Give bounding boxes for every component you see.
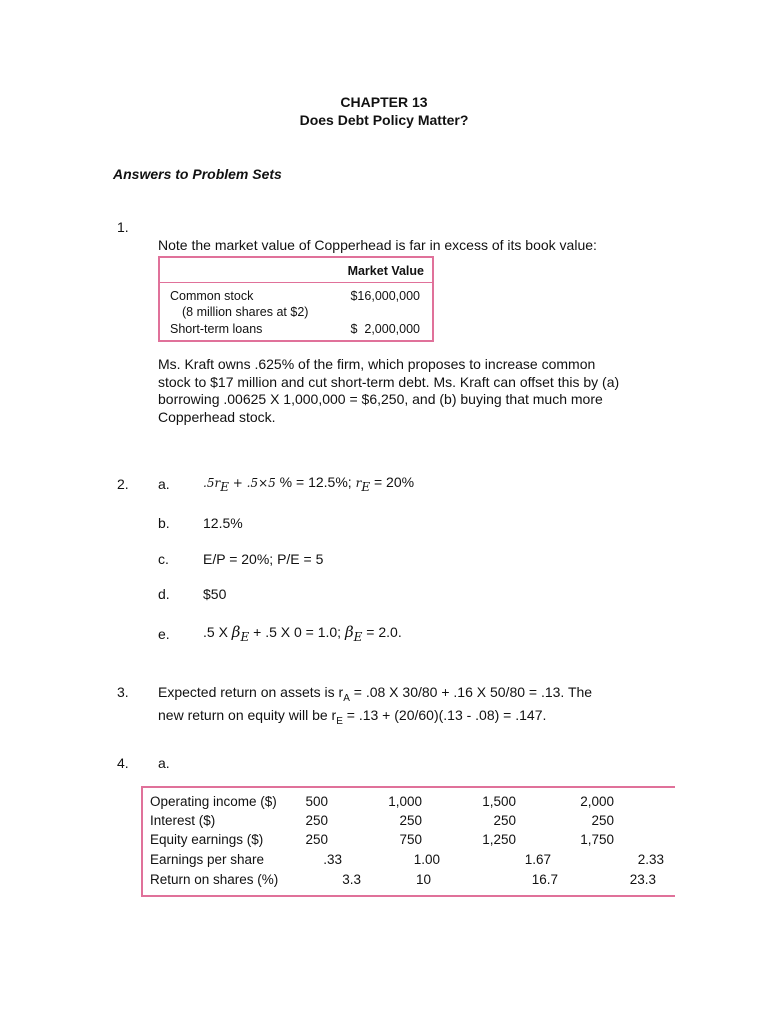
part-b-answer: 12.5% — [203, 515, 243, 531]
table-row-label: (8 million shares at $2) — [182, 305, 309, 319]
part-label: b. — [158, 515, 170, 531]
section-heading: Answers to Problem Sets — [113, 166, 282, 182]
part-c-answer: E/P = 20%; P/E = 5 — [203, 551, 324, 567]
part-a-answer: $.5r_E + .5\times 5$ % = 12.5%; $r_E = 20\%$ — [203, 474, 415, 494]
table-row-value: $16,000,000 — [350, 289, 420, 303]
paragraph-line: stock to $17 million and cut short-term debt. Ms. Kraft can offset this by (a) — [158, 373, 620, 390]
chapter-title: CHAPTER 13 — [340, 94, 428, 110]
chapter-subtitle: Does Debt Policy Matter? — [299, 112, 469, 128]
problem-1-number: 1. — [117, 219, 129, 235]
earnings-table — [141, 786, 675, 897]
part-label: d. — [158, 586, 170, 602]
table-row: Equity earnings ($) 250 750 1,250 1,750 — [150, 832, 614, 847]
table-row: Interest ($) 250 250 250 250 — [150, 813, 614, 828]
table-top-border — [141, 786, 675, 788]
table-row-label: Short-term loans — [170, 322, 263, 336]
part-label: e. — [158, 626, 170, 642]
problem-2-number: 2. — [117, 476, 129, 492]
table-row: Return on shares (%) 3.3 10 16.7 23.3 — [150, 872, 656, 887]
table-bottom-border — [141, 895, 675, 897]
part-label: a. — [158, 476, 170, 492]
part-d-answer: $50 — [203, 586, 227, 602]
table-divider — [160, 282, 432, 283]
table-row-label: Common stock — [170, 289, 254, 303]
paragraph-line: Ms. Kraft owns .625% of the firm, which proposes to increase common — [158, 356, 596, 372]
problem-4-number: 4. — [117, 755, 129, 771]
table-row: Earnings per share .33 1.00 1.67 2.33 — [150, 852, 664, 867]
paragraph-line: Copperhead stock. — [158, 408, 276, 425]
market-value-table — [158, 256, 434, 342]
table-row-value: $ 2,000,000 — [350, 322, 420, 336]
problem-1-intro: Note the market value of Copperhead is far in excess of its book value: — [158, 237, 597, 253]
part-label: c. — [158, 551, 169, 567]
table-row: Operating income ($) 500 1,000 1,500 2,000 — [150, 794, 614, 809]
paragraph-line: borrowing .00625 X 1,000,000 = $6,250, and (b) buying that much more — [158, 391, 603, 407]
part-e-answer: .5 X $\beta_E + .5$ X 0 = 1.0; $\beta_E = 2.0$. — [203, 623, 402, 644]
part-label: a. — [158, 755, 170, 771]
market-value-header: Market Value — [347, 264, 424, 278]
problem-1-paragraph — [158, 356, 648, 426]
problem-3-number: 3. — [117, 684, 129, 700]
problem-3-text: Expected return on assets is $r_A = .08$ X 30/80 + .16 X 50/80 = .13. The new return on equity will be $r_E = .13 + (20/60)(.13 - .08) = .147$. — [158, 684, 593, 728]
